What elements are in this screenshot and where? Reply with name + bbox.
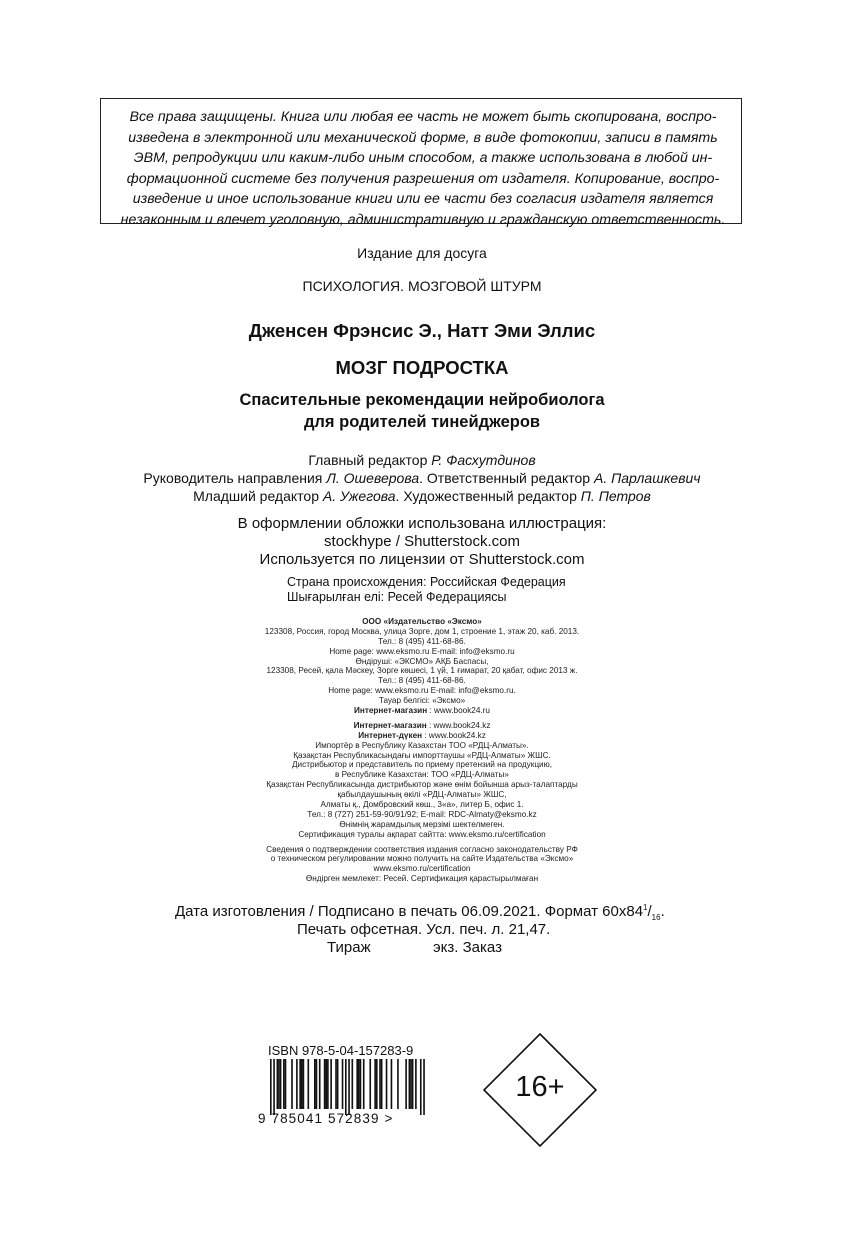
chief-editor-label: Главный редактор xyxy=(308,452,432,468)
barcode-bar xyxy=(376,1059,378,1109)
imprint-line: Тел.: 8 (495) 411-68-86. xyxy=(378,636,466,646)
imprint-line: Сведения о подтверждении соответствия издания согласно законодательству РФ xyxy=(266,844,578,854)
copyright-line: ЭВМ, репродукции или каким-либо иным способом, а также использована в любой ин- xyxy=(133,150,713,166)
barcode-bar xyxy=(415,1059,417,1109)
imprint-line: Тел.: 8 (727) 251-59-90/91/92; E-mail: RDC-Almaty@eksmo.kz xyxy=(307,809,537,819)
imprint-line: Өнімнің жарамдылық мерзімі шектелмеген. xyxy=(339,819,505,829)
cover-credit-line: Используется по лицензии от Shutterstock.com xyxy=(259,551,585,568)
cover-credit-line: stockhype / Shutterstock.com xyxy=(324,533,520,550)
barcode-bar xyxy=(277,1059,279,1109)
print-method: Печать офсетная. Усл. печ. л. 21,47. xyxy=(297,921,551,938)
barcode-bar xyxy=(397,1059,399,1109)
barcode-bar xyxy=(325,1059,327,1109)
imprint-line: Home page: www.eksmo.ru E-mail: info@eksmo.ru. xyxy=(328,686,516,696)
barcode-bar xyxy=(363,1059,365,1109)
barcode-bar xyxy=(386,1059,388,1109)
barcode-bar xyxy=(423,1059,425,1115)
barcode-bar xyxy=(358,1059,360,1109)
book-subtitle-line-2: для родителей тинейджеров xyxy=(303,413,541,431)
barcode-digits: 9 785041 572839 > xyxy=(258,1111,394,1126)
barcode-bar xyxy=(352,1059,354,1109)
barcode-bar xyxy=(303,1059,305,1109)
imprint-line: о техническом регулировании можно получить на сайте Издательства «Эксмо» xyxy=(270,854,574,864)
edition-type: Издание для досуга xyxy=(357,245,487,261)
imprint-line: Алматы қ., Домбровский көш., 3«а», литер Б, офис 1. xyxy=(320,800,524,810)
art-editor-name: П. Петров xyxy=(580,488,651,504)
authors: Дженсен Фрэнсис Э., Натт Эми Эллис xyxy=(248,320,596,341)
country-of-origin-kz: Шығарылған елі: Ресей Федерациясы xyxy=(287,590,507,604)
barcode-bar xyxy=(314,1059,316,1109)
copyright-notice xyxy=(100,98,742,228)
barcode-bar xyxy=(381,1059,383,1109)
country-of-origin-ru: Страна происхождения: Российская Федерация xyxy=(287,575,566,589)
imprint-line: Қазақстан Республикасындағы импорттаушы «РДЦ-Алматы» ЖШС. xyxy=(293,750,551,760)
barcode-bar xyxy=(337,1059,339,1109)
barcode-bar xyxy=(409,1059,411,1109)
publisher-imprint xyxy=(180,617,664,884)
barcode-bar xyxy=(410,1059,412,1109)
barcode-bar xyxy=(374,1059,376,1109)
barcode-bar xyxy=(316,1059,318,1109)
online-shop-kz: Интернет-магазин : www.book24.kz xyxy=(353,720,491,730)
barcode-bar xyxy=(307,1059,309,1109)
junior-editor-label: Младший редактор xyxy=(193,488,323,504)
imprint-line: Тел.: 8 (495) 411-68-86. xyxy=(378,676,466,686)
copyright-line: незаконным и влечет уголовную, административную и гражданскую ответственность. xyxy=(120,211,726,228)
barcode-bar xyxy=(360,1059,362,1109)
circulation-label: Тираж xyxy=(327,939,371,956)
barcode-bar xyxy=(405,1059,407,1109)
production-date-format: Дата изготовления / Подписано в печать 06.09.2021. Формат $60x84^1/_{16}$. xyxy=(175,903,665,922)
age-rating-text: 16+ xyxy=(515,1071,565,1103)
direction-head-label: Руководитель направления xyxy=(143,470,327,486)
barcode-bar xyxy=(280,1059,282,1109)
online-shop-ru: Интернет-магазин : www.book24.ru xyxy=(354,706,490,716)
chief-editor-name: Р. Фасхутдинов xyxy=(431,452,536,468)
direction-head-name: Л. Ошеверова xyxy=(326,470,420,486)
imprint-line: Сертификация туралы ақпарат сайтта: www.eksmo.ru/certification xyxy=(298,829,546,839)
barcode-bar xyxy=(345,1059,347,1115)
book-subtitle-line-1: Спасительные рекомендации нейробиолога xyxy=(239,391,605,409)
barcode-bar xyxy=(296,1059,298,1109)
barcode-bar xyxy=(319,1059,321,1109)
barcode-bar xyxy=(379,1059,381,1109)
responsible-editor-label: . Ответственный редактор xyxy=(419,470,594,486)
imprint-line: Home page: www.eksmo.ru E-mail: info@eksmo.ru xyxy=(329,646,515,656)
barcode-bar xyxy=(391,1059,393,1109)
isbn-barcode xyxy=(258,1043,438,1135)
copyright-line: формационной системе без получения разрешения от издателя. Копирование, воспро- xyxy=(126,170,720,187)
barcode-bar xyxy=(369,1059,371,1109)
series-name: ПСИХОЛОГИЯ. МОЗГОВОЙ ШТУРМ xyxy=(302,278,542,294)
barcode-bar xyxy=(270,1059,272,1115)
barcode-bar xyxy=(348,1059,350,1115)
imprint-line: Қазақстан Республикасында дистрибьютор және өнім бойынша арыз-талаптарды xyxy=(266,780,578,790)
barcode-bar xyxy=(356,1059,358,1109)
imprint-line: Импортёр в Республику Казахстан ТОО «РДЦ-Алматы». xyxy=(315,740,529,750)
book-title: МОЗГ ПОДРОСТКА xyxy=(335,357,509,378)
art-editor-label: . Художественный редактор xyxy=(395,488,581,504)
imprint-line: Өндіруші: «ЭКСМО» АҚБ Баспасы, xyxy=(355,656,489,666)
barcode-bar xyxy=(278,1059,280,1109)
imprint-line: Өндірген мемлекет: Ресей. Сертификация қарастырылмаған xyxy=(305,874,539,884)
imprint-line: в Республике Казахстан: ТОО «РДЦ-Алматы» xyxy=(335,770,509,780)
barcode-bar xyxy=(301,1059,303,1109)
barcode-bar xyxy=(420,1059,422,1115)
cover-credit-line: В оформлении обложки использована иллюстрация: xyxy=(237,515,607,532)
isbn-number: ISBN 978-5-04-157283-9 xyxy=(268,1043,414,1058)
imprint-line: Дистрибьютор и представитель по приему претензий на продукцию, xyxy=(292,760,552,770)
barcode-bar xyxy=(273,1059,275,1115)
online-shop-kz-alt: Интернет-дүкен : www.book24.kz xyxy=(358,730,486,740)
barcode-bar xyxy=(412,1059,414,1109)
barcode-bar xyxy=(324,1059,326,1109)
imprint-line: www.eksmo.ru/certification xyxy=(373,864,471,874)
barcode-bar xyxy=(330,1059,332,1109)
barcode-bar xyxy=(291,1059,293,1109)
copyright-line: изведение и иное использование книги или ее части без согласия издателя является xyxy=(132,191,714,207)
imprint-line: қабылдаушының өкілі «РДЦ-Алматы» ЖШС, xyxy=(337,790,507,800)
barcode-bar xyxy=(283,1059,285,1109)
copyright-line: Все права защищены. Книга или любая ее часть не может быть скопирована, воспро- xyxy=(129,109,717,125)
order-label: экз. Заказ xyxy=(433,939,502,956)
chief-editor-line xyxy=(0,452,844,468)
editors-line-2 xyxy=(0,488,844,504)
imprint-line: Тауар белгісі: «Эксмо» xyxy=(378,696,466,706)
barcode-bar xyxy=(285,1059,287,1109)
responsible-editor-name: А. Парлашкевич xyxy=(593,470,701,486)
barcode-bar xyxy=(342,1059,344,1109)
barcode-bar xyxy=(299,1059,301,1109)
barcode-bar xyxy=(327,1059,329,1109)
imprint-line: 123308, Ресей, қала Мәскеу, Зорге көшесі, 1 үй, 1 ғимарат, 20 қабат, офис 2013 ж. xyxy=(266,666,578,676)
publisher-name: ООО «Издательство «Эксмо» xyxy=(362,617,482,626)
barcode-bar xyxy=(335,1059,337,1109)
editors-line-1 xyxy=(0,470,844,486)
barcode-bars xyxy=(258,1059,438,1115)
copyright-line: изведена в электронной или механической форме, в виде фотокопии, записи в память xyxy=(128,129,718,146)
imprint-line: 123308, Россия, город Москва, улица Зорге, дом 1, строение 1, этаж 20, каб. 2013. xyxy=(264,626,580,636)
junior-editor-name: А. Ужегова xyxy=(322,488,396,504)
